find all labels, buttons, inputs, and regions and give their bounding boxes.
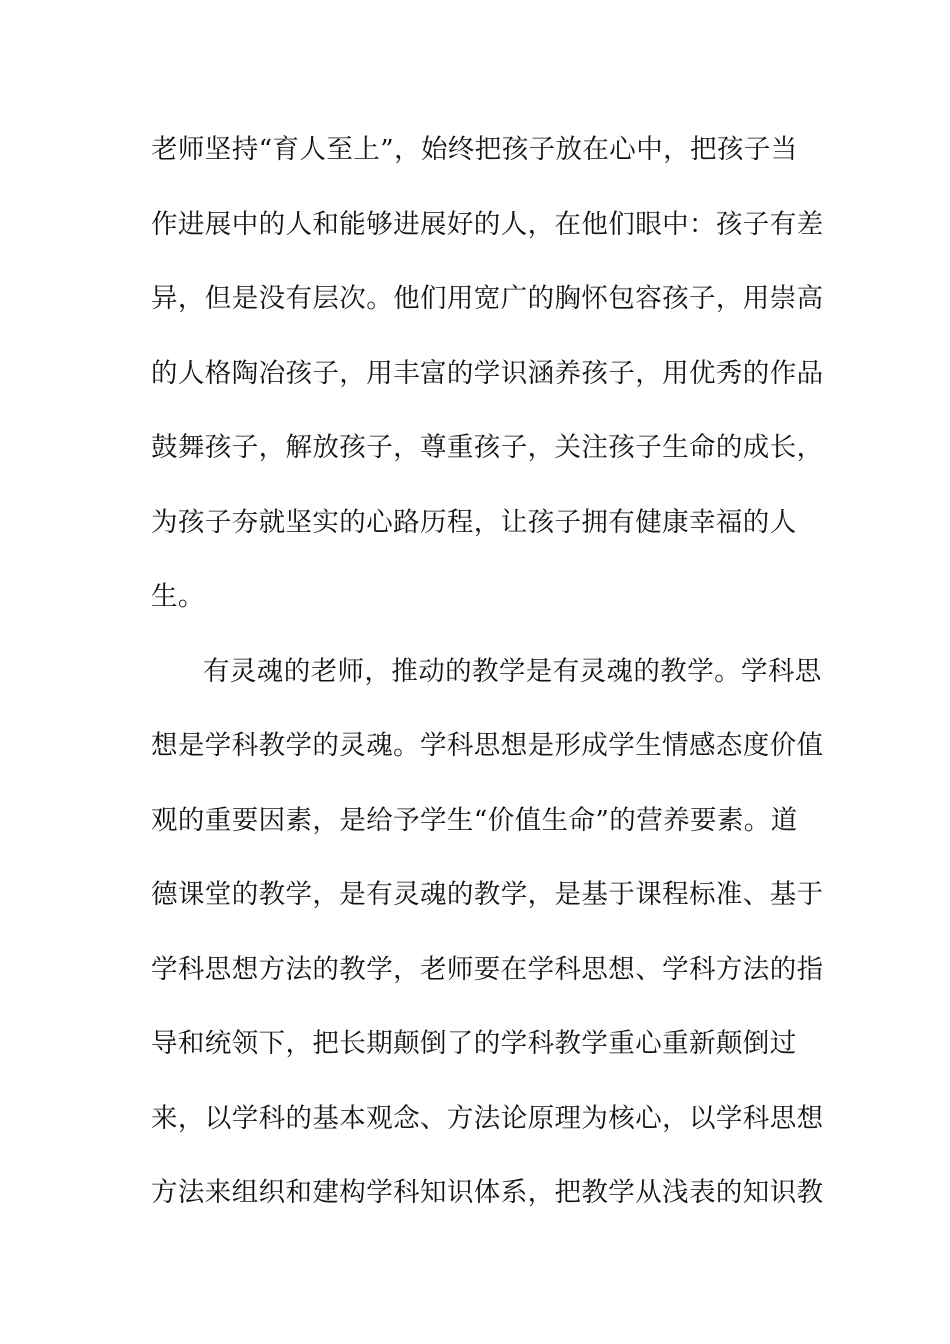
text-line: 鼓舞孩子，解放孩子，尊重孩子，关注孩子生命的成长， <box>151 432 824 463</box>
text-line: 为孩子夯就坚实的心路历程，让孩子拥有健康幸福的人 <box>151 507 797 538</box>
text-line: 有灵魂的老师，推动的教学是有灵魂的教学。学科思 <box>203 656 822 687</box>
text-line: 德课堂的教学，是有灵魂的教学，是基于课程标准、基于 <box>151 879 824 910</box>
text-line: 老师坚持“育人至上”，始终把孩子放在心中，把孩子当 <box>151 134 798 165</box>
text-line: 作进展中的人和能够进展好的人，在他们眼中：孩子有差 <box>151 209 824 240</box>
text-line: 导和统领下，把长期颠倒了的学科教学重心重新颠倒过 <box>151 1028 797 1059</box>
text-line: 学科思想方法的教学，老师要在学科思想、学科方法的指 <box>151 954 824 985</box>
text-line: 的人格陶冶孩子，用丰富的学识涵养孩子，用优秀的作品 <box>151 358 824 389</box>
text-line: 生。 <box>151 581 205 612</box>
text-line: 观的重要因素，是给予学生“价值生命”的营养要素。道 <box>151 805 798 836</box>
text-line: 来，以学科的基本观念、方法论原理为核心，以学科思想 <box>151 1103 824 1134</box>
text-line: 想是学科教学的灵魂。学科思想是形成学生情感态度价值 <box>151 730 824 761</box>
text-line: 异，但是没有层次。他们用宽广的胸怀包容孩子，用崇高 <box>151 283 824 314</box>
text-line: 方法来组织和建构学科知识体系，把教学从浅表的知识教 <box>151 1177 824 1208</box>
